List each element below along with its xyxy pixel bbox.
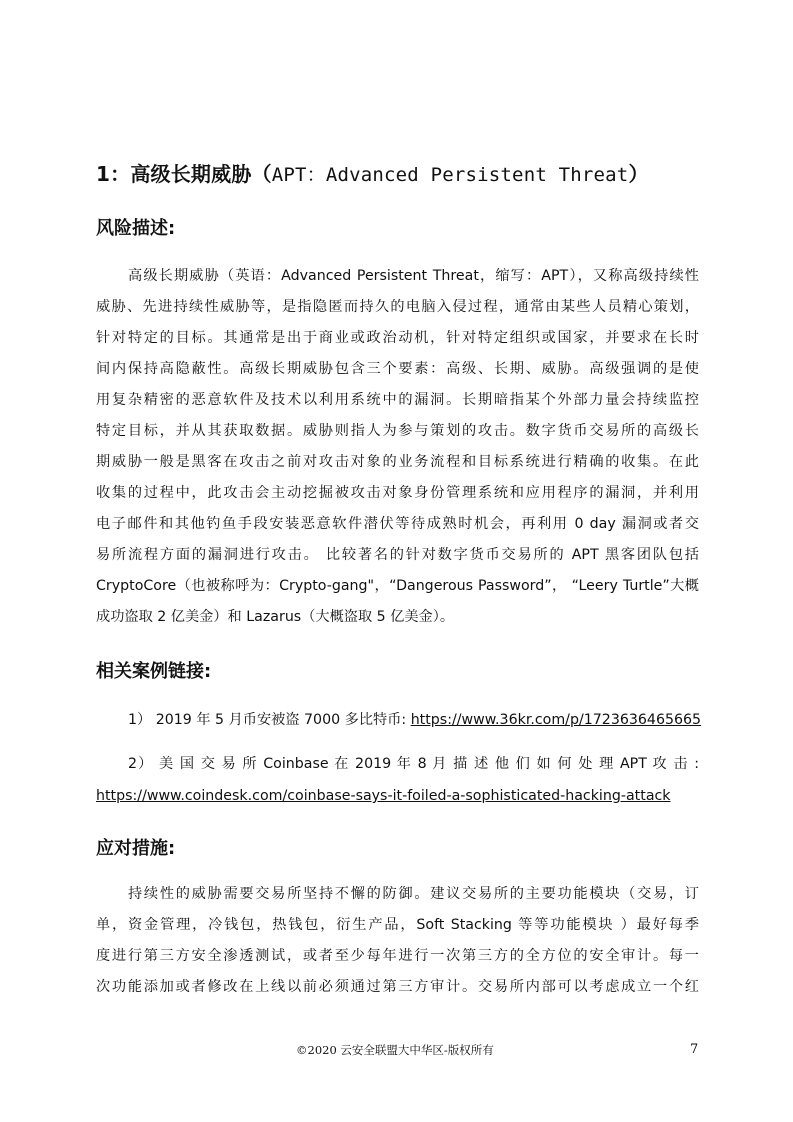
main-heading xyxy=(96,158,649,187)
main-heading-prefix: 1：高级长期威胁（ xyxy=(96,162,272,186)
case-item-1-link[interactable]: https://www.36kr.com/p/1723636465665 xyxy=(410,712,702,728)
risk-paragraph-line: 收集的过程中，此攻击会主动挖掘被攻击对象身份管理系统和应用程序的漏洞，并利用 xyxy=(96,485,699,501)
cases-section-title: 相关案例链接: xyxy=(96,661,212,682)
risk-paragraph-line: 高级长期威胁（英语：Advanced Persistent Threat，缩写：APT），又称高级持续性 xyxy=(128,268,699,284)
response-paragraph-line: 持续性的威胁需要交易所坚持不懈的防御。建议交易所的主要功能模块（交易，订 xyxy=(128,886,699,902)
response-paragraph-line: 度进行第三方安全渗透测试，或者至少每年进行一次第三方的全方位的安全审计。每一 xyxy=(96,948,699,964)
risk-paragraph-line: 期威胁一般是黑客在攻击之前对攻击对象的业务流程和目标系统进行精确的收集。在此 xyxy=(96,454,699,470)
risk-paragraph-line: 针对特定的目标。其通常是出于商业或政治动机，针对特定组织或国家，并要求在长时 xyxy=(96,330,699,346)
page-number: 7 xyxy=(690,1042,699,1057)
response-paragraph-line: 单，资金管理，冷钱包，热钱包，衍生产品，Soft Stacking 等等功能模块 ）最好每季 xyxy=(96,917,699,933)
response-paragraph-line: 次功能添加或者修改在上线以前必须通过第三方审计。交易所内部可以考虑成立一个红 xyxy=(96,979,699,995)
risk-paragraph-line: 成功盗取 2 亿美金）和 Lazarus（大概盗取 5 亿美金）。 xyxy=(96,609,455,625)
risk-paragraph-line: 易所流程方面的漏洞进行攻击。 比较著名的针对数字货币交易所的 APT 黑客团队包括 xyxy=(96,547,699,563)
risk-paragraph-line: CryptoCore（也被称呼为：Crypto-gang"，“Dangerous Password”， “Leery Turtle”大概 xyxy=(96,578,699,594)
main-heading-latin: APT：Advanced Persistent Threat xyxy=(271,164,629,186)
response-section-title: 应对措施: xyxy=(96,838,176,859)
case-item-2-link[interactable]: https://www.coindesk.com/coinbase-says-it-foiled-a-sophisticated-hacking-attack xyxy=(96,788,671,804)
footer-copyright: ©2020 云安全联盟大中华区-版权所有 xyxy=(296,1043,494,1057)
case-item-1 xyxy=(128,710,702,730)
risk-paragraph-line: 间内保持高隐蔽性。高级长期威胁包含三个要素：高级、长期、威胁。高级强调的是使 xyxy=(96,361,699,377)
case-item-2-text: 2） 美 国 交 易 所 Coinbase 在 2019 年 8 月 描 述 他 们 如 何 处 理 APT 攻 击 : xyxy=(128,756,699,772)
case-item-1-text: 1） 2019 年 5 月币安被盗 7000 多比特币: xyxy=(128,712,411,728)
risk-section-title: 风险描述: xyxy=(96,218,176,239)
risk-paragraph-line: 电子邮件和其他钓鱼手段安装恶意软件潜伏等待成熟时机会，再利用 0 day 漏洞或者交 xyxy=(96,516,699,532)
risk-paragraph-line: 威胁、先进持续性威胁等，是指隐匿而持久的电脑入侵过程，通常由某些人员精心策划， xyxy=(96,299,699,315)
risk-paragraph-line: 特定目标，并从其获取数据。威胁则指人为参与策划的攻击。数字货币交易所的高级长 xyxy=(96,423,699,439)
risk-paragraph-line: 用复杂精密的恶意软件及技术以利用系统中的漏洞。长期暗指某个外部力量会持续监控 xyxy=(96,392,699,408)
main-heading-suffix: ） xyxy=(628,162,649,186)
case-item-2 xyxy=(96,786,699,806)
